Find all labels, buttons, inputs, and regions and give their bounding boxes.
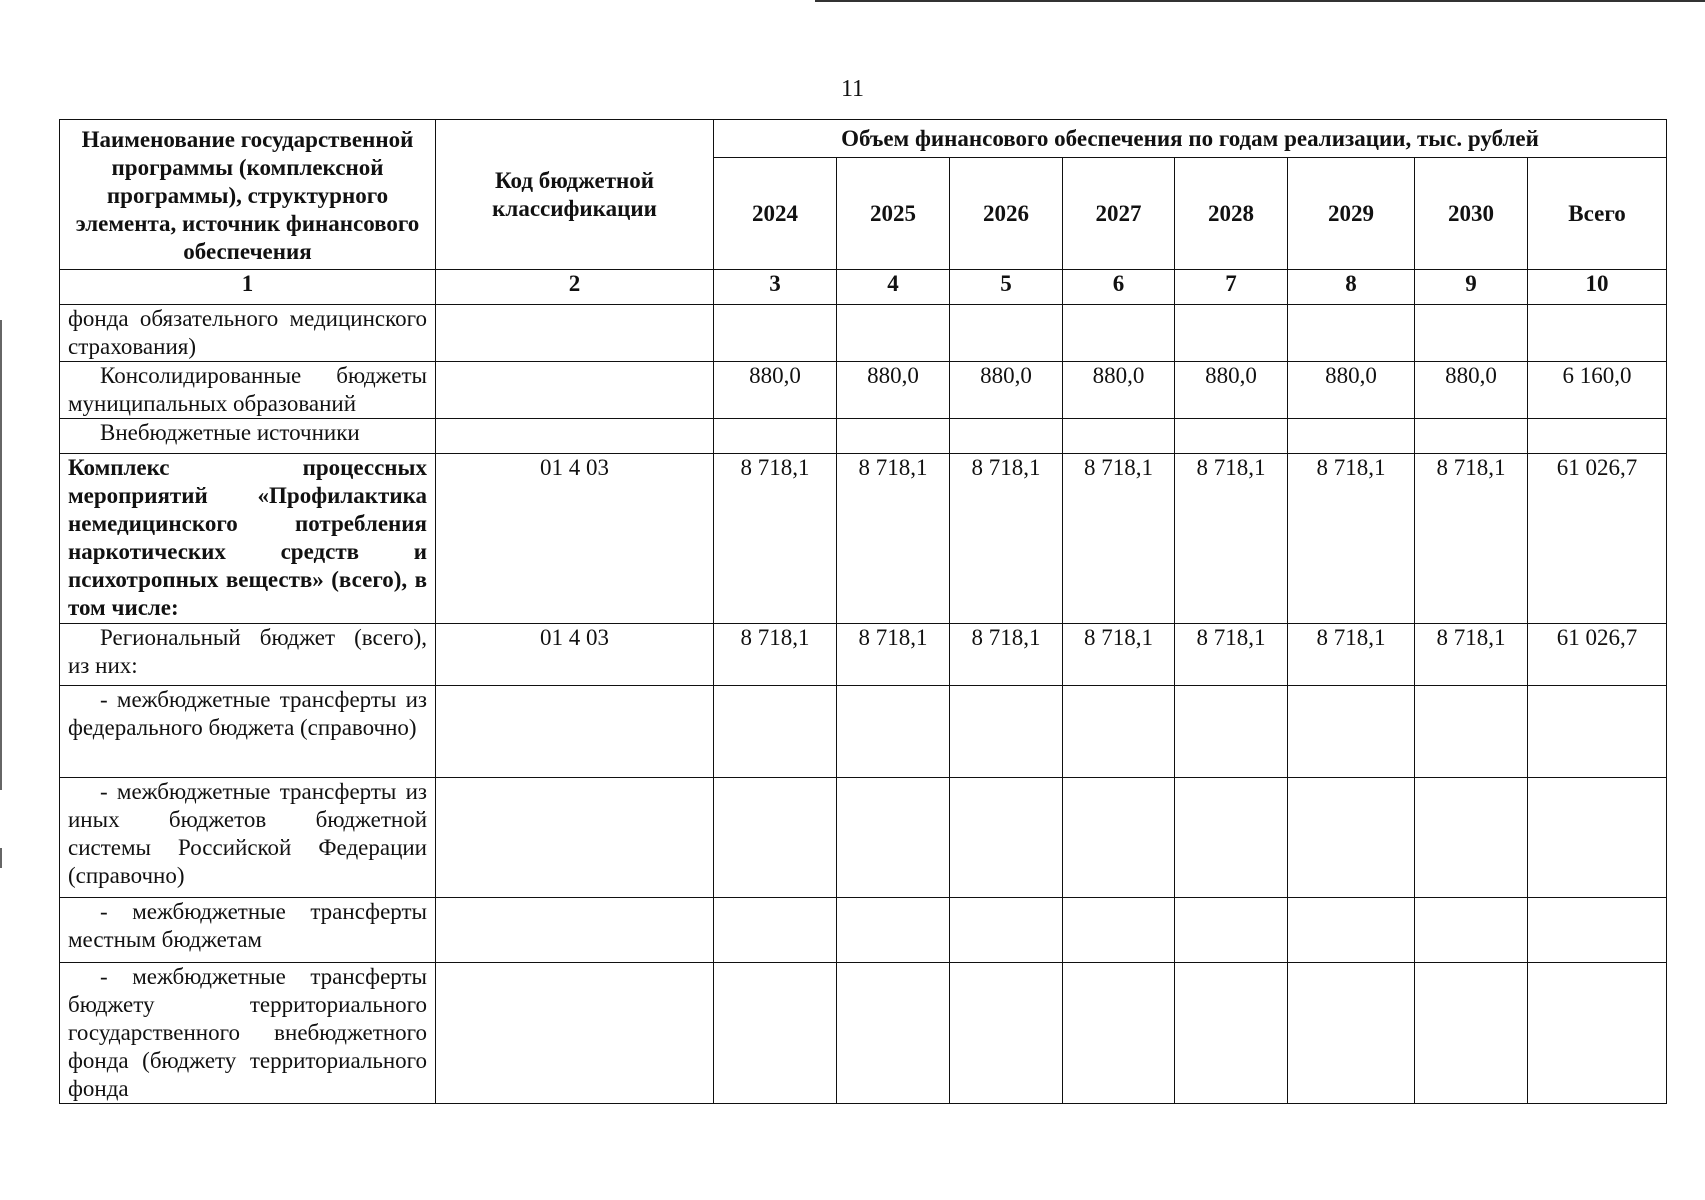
value-total: 61 026,7 xyxy=(1528,624,1667,686)
column-number: 4 xyxy=(837,270,950,305)
top-scan-rule xyxy=(815,0,1705,2)
value-2026: 8 718,1 xyxy=(950,454,1063,624)
row-code xyxy=(436,898,714,963)
value-2028: 880,0 xyxy=(1175,362,1288,419)
value-2029 xyxy=(1288,778,1415,898)
value-2028 xyxy=(1175,778,1288,898)
header-year-2025: 2025 xyxy=(837,158,950,270)
row-name: - межбюджетные трансферты бюджету территориального государственного внебюджетного фонда (бюджету территориального фонда xyxy=(60,963,436,1104)
value-total xyxy=(1528,963,1667,1104)
value-total xyxy=(1528,419,1667,454)
value-total xyxy=(1528,686,1667,778)
value-2026: 880,0 xyxy=(950,362,1063,419)
table-row xyxy=(60,419,1667,454)
value-2025 xyxy=(837,963,950,1104)
column-number: 7 xyxy=(1175,270,1288,305)
table-row xyxy=(60,778,1667,898)
value-2028 xyxy=(1175,686,1288,778)
header-year-2026: 2026 xyxy=(950,158,1063,270)
column-number-row xyxy=(60,270,1667,305)
value-2030: 8 718,1 xyxy=(1415,624,1528,686)
value-2028 xyxy=(1175,305,1288,362)
value-2025 xyxy=(837,898,950,963)
column-number: 3 xyxy=(714,270,837,305)
value-2030: 880,0 xyxy=(1415,362,1528,419)
value-2026 xyxy=(950,419,1063,454)
header-name-column: Наименование государственной программы (комплексной программы), структурного элемента, источник финансового обеспечения xyxy=(60,120,436,270)
header-year-2027: 2027 xyxy=(1063,158,1175,270)
row-code xyxy=(436,362,714,419)
row-code xyxy=(436,419,714,454)
value-2025 xyxy=(837,419,950,454)
value-2024 xyxy=(714,419,837,454)
table-row xyxy=(60,963,1667,1104)
value-2029 xyxy=(1288,419,1415,454)
row-name: Региональный бюджет (всего), из них: xyxy=(60,624,436,686)
header-year-2028: 2028 xyxy=(1175,158,1288,270)
column-number: 2 xyxy=(436,270,714,305)
value-2027 xyxy=(1063,898,1175,963)
row-name: Консолидированные бюджеты муниципальных образований xyxy=(60,362,436,419)
value-2027: 880,0 xyxy=(1063,362,1175,419)
header-total: Всего xyxy=(1528,158,1667,270)
value-2026 xyxy=(950,778,1063,898)
value-2028 xyxy=(1175,898,1288,963)
value-2027: 8 718,1 xyxy=(1063,454,1175,624)
column-number: 1 xyxy=(60,270,436,305)
row-code xyxy=(436,778,714,898)
value-2028 xyxy=(1175,419,1288,454)
row-name: - межбюджетные трансферты из федерального бюджета (справочно) xyxy=(60,686,436,778)
left-scan-mark xyxy=(0,320,2,790)
value-2025: 8 718,1 xyxy=(837,454,950,624)
value-2027 xyxy=(1063,419,1175,454)
value-2030 xyxy=(1415,686,1528,778)
table-row xyxy=(60,362,1667,419)
value-total xyxy=(1528,778,1667,898)
value-2024: 8 718,1 xyxy=(714,454,837,624)
value-2024 xyxy=(714,686,837,778)
value-2026: 8 718,1 xyxy=(950,624,1063,686)
header-code-column: Код бюджетной классификации xyxy=(436,120,714,270)
value-2029: 880,0 xyxy=(1288,362,1415,419)
value-2029 xyxy=(1288,686,1415,778)
header-financing-group: Объем финансового обеспечения по годам реализации, тыс. рублей xyxy=(714,120,1667,158)
value-2025 xyxy=(837,686,950,778)
value-2025 xyxy=(837,305,950,362)
value-2027 xyxy=(1063,686,1175,778)
value-2024: 880,0 xyxy=(714,362,837,419)
row-code: 01 4 03 xyxy=(436,454,714,624)
value-2024 xyxy=(714,305,837,362)
column-number: 6 xyxy=(1063,270,1175,305)
value-2024 xyxy=(714,963,837,1104)
value-2028 xyxy=(1175,963,1288,1104)
table-row xyxy=(60,305,1667,362)
value-2029: 8 718,1 xyxy=(1288,454,1415,624)
value-total: 61 026,7 xyxy=(1528,454,1667,624)
table-row xyxy=(60,454,1667,624)
value-2027 xyxy=(1063,305,1175,362)
page-number: 11 xyxy=(840,76,865,102)
column-number: 8 xyxy=(1288,270,1415,305)
table-row xyxy=(60,898,1667,963)
row-code xyxy=(436,686,714,778)
value-2030 xyxy=(1415,963,1528,1104)
value-2024 xyxy=(714,898,837,963)
header-year-2029: 2029 xyxy=(1288,158,1415,270)
value-total xyxy=(1528,305,1667,362)
header-year-2024: 2024 xyxy=(714,158,837,270)
value-2025: 880,0 xyxy=(837,362,950,419)
value-2026 xyxy=(950,305,1063,362)
left-scan-mark-small xyxy=(0,848,2,868)
financing-table xyxy=(59,119,1667,1104)
row-name: - межбюджетные трансферты местным бюджетам xyxy=(60,898,436,963)
row-name: фонда обязательного медицинского страхования) xyxy=(60,305,436,362)
value-2030 xyxy=(1415,898,1528,963)
value-2028: 8 718,1 xyxy=(1175,624,1288,686)
value-2030 xyxy=(1415,778,1528,898)
value-2027 xyxy=(1063,963,1175,1104)
value-2027 xyxy=(1063,778,1175,898)
table-header xyxy=(60,120,1667,305)
table-row xyxy=(60,624,1667,686)
value-2027: 8 718,1 xyxy=(1063,624,1175,686)
value-2025 xyxy=(837,778,950,898)
column-number: 10 xyxy=(1528,270,1667,305)
table-row xyxy=(60,686,1667,778)
row-code: 01 4 03 xyxy=(436,624,714,686)
value-2030 xyxy=(1415,305,1528,362)
value-2025: 8 718,1 xyxy=(837,624,950,686)
value-2026 xyxy=(950,898,1063,963)
row-code xyxy=(436,305,714,362)
row-name: Внебюджетные источники xyxy=(60,419,436,454)
row-name: - межбюджетные трансферты из иных бюджетов бюджетной системы Российской Федерации (справочно) xyxy=(60,778,436,898)
value-total: 6 160,0 xyxy=(1528,362,1667,419)
value-2029 xyxy=(1288,898,1415,963)
value-2026 xyxy=(950,963,1063,1104)
value-2030: 8 718,1 xyxy=(1415,454,1528,624)
header-year-2030: 2030 xyxy=(1415,158,1528,270)
value-2024: 8 718,1 xyxy=(714,624,837,686)
row-code xyxy=(436,963,714,1104)
column-number: 5 xyxy=(950,270,1063,305)
value-2026 xyxy=(950,686,1063,778)
value-2030 xyxy=(1415,419,1528,454)
value-total xyxy=(1528,898,1667,963)
value-2029 xyxy=(1288,963,1415,1104)
table-body xyxy=(60,305,1667,1104)
row-name: Комплекс процессных мероприятий «Профилактика немедицинского потребления наркотических средств и психотропных веществ» (всего), в том числе: xyxy=(60,454,436,624)
value-2028: 8 718,1 xyxy=(1175,454,1288,624)
value-2029: 8 718,1 xyxy=(1288,624,1415,686)
column-number: 9 xyxy=(1415,270,1528,305)
value-2029 xyxy=(1288,305,1415,362)
value-2024 xyxy=(714,778,837,898)
